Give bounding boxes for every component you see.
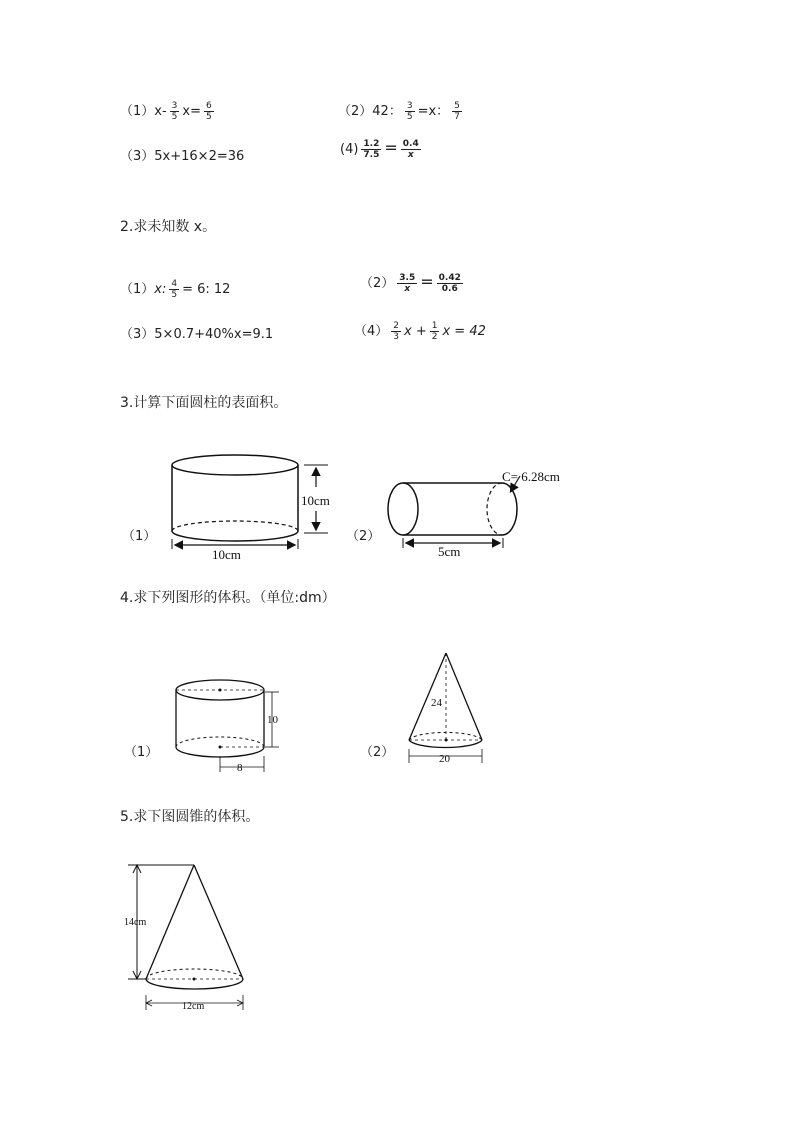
p4-fig1-label: （1） <box>124 745 159 760</box>
p4-fig2-label: （2） <box>360 745 395 760</box>
p1-eq4 <box>340 138 424 160</box>
fraction: $\frac{0.4}{x}$ <box>402 139 419 160</box>
problem-2-title: 2.求未知数 x。 <box>120 219 217 235</box>
fraction: $\frac{6}{5}$ <box>206 101 212 122</box>
p1-eq1 <box>120 100 217 122</box>
eq-text: 5×0.7+40%x=9.1 <box>154 327 274 342</box>
p2-eq2 <box>360 272 466 294</box>
p2-eq3 <box>120 323 273 342</box>
eq-text: = <box>420 272 434 291</box>
fraction: $\frac{5}{7}$ <box>454 101 460 122</box>
fraction: $\frac{4}{5}$ <box>171 279 178 300</box>
eq-label: （4） <box>354 324 389 339</box>
fraction: $\frac{0.42}{0.6}$ <box>438 273 461 294</box>
eq-text: x + <box>404 324 427 339</box>
eq-label: （2） <box>360 276 395 291</box>
eq-label: （3） <box>120 327 155 342</box>
fraction: $\frac{1.2}{7.5}$ <box>363 139 380 160</box>
eq-text: x= <box>182 104 201 119</box>
diameter-label: 20 <box>439 753 450 765</box>
eq-label: （3） <box>120 149 155 164</box>
p2-eq4 <box>354 320 486 342</box>
eq-label: （1） <box>120 104 155 119</box>
cylinder-figure-3 <box>165 670 295 780</box>
eq-label: （2） <box>338 104 373 119</box>
cylinder-figure-2 <box>380 460 580 560</box>
eq-text: x = 42 <box>442 324 486 339</box>
height-label: 10cm <box>301 493 330 508</box>
p3-fig2-label: （2） <box>346 529 381 544</box>
eq-text: = <box>384 138 398 157</box>
problem-5-title: 5.求下图圆锥的体积。 <box>120 809 260 825</box>
cone-figure-1 <box>400 645 490 770</box>
fraction: $\frac{3.5}{x}$ <box>399 273 416 294</box>
eq-text: = 6: 12 <box>182 282 231 297</box>
fraction: $\frac{3}{5}$ <box>171 101 178 122</box>
eq-text: x: <box>154 282 167 297</box>
height-label: 14cm <box>124 917 147 928</box>
diameter-label: 12cm <box>182 1001 205 1012</box>
eq-label: （1） <box>120 282 155 297</box>
cone-figure-2 <box>120 855 260 1020</box>
fraction: $\frac{2}{3}$ <box>393 321 400 342</box>
radius-label: 8 <box>237 762 243 774</box>
circumference-label: C= 6.28cm <box>502 469 560 484</box>
fraction: $\frac{1}{2}$ <box>431 321 438 342</box>
height-label: 10 <box>267 714 278 726</box>
length-label: 5cm <box>438 544 461 559</box>
height-label: 24 <box>431 697 442 709</box>
eq-text: x- <box>154 104 167 119</box>
problem-3-title: 3.计算下面圆柱的表面积。 <box>120 395 288 411</box>
p1-eq3 <box>120 145 244 164</box>
cylinder-figure-1 <box>160 445 350 565</box>
eq-text: =x： <box>417 104 450 119</box>
p3-fig1-label: （1） <box>122 529 157 544</box>
eq-text: 5x+16×2=36 <box>154 149 245 164</box>
fraction: $\frac{3}{5}$ <box>406 101 413 122</box>
diameter-label: 10cm <box>212 547 241 562</box>
eq-text: 42： <box>372 104 402 119</box>
eq-label: (4) <box>340 142 359 157</box>
p1-eq2 <box>338 100 465 122</box>
problem-4-title: 4.求下列图形的体积。（单位:dm） <box>120 590 336 606</box>
p2-eq1 <box>120 278 230 300</box>
